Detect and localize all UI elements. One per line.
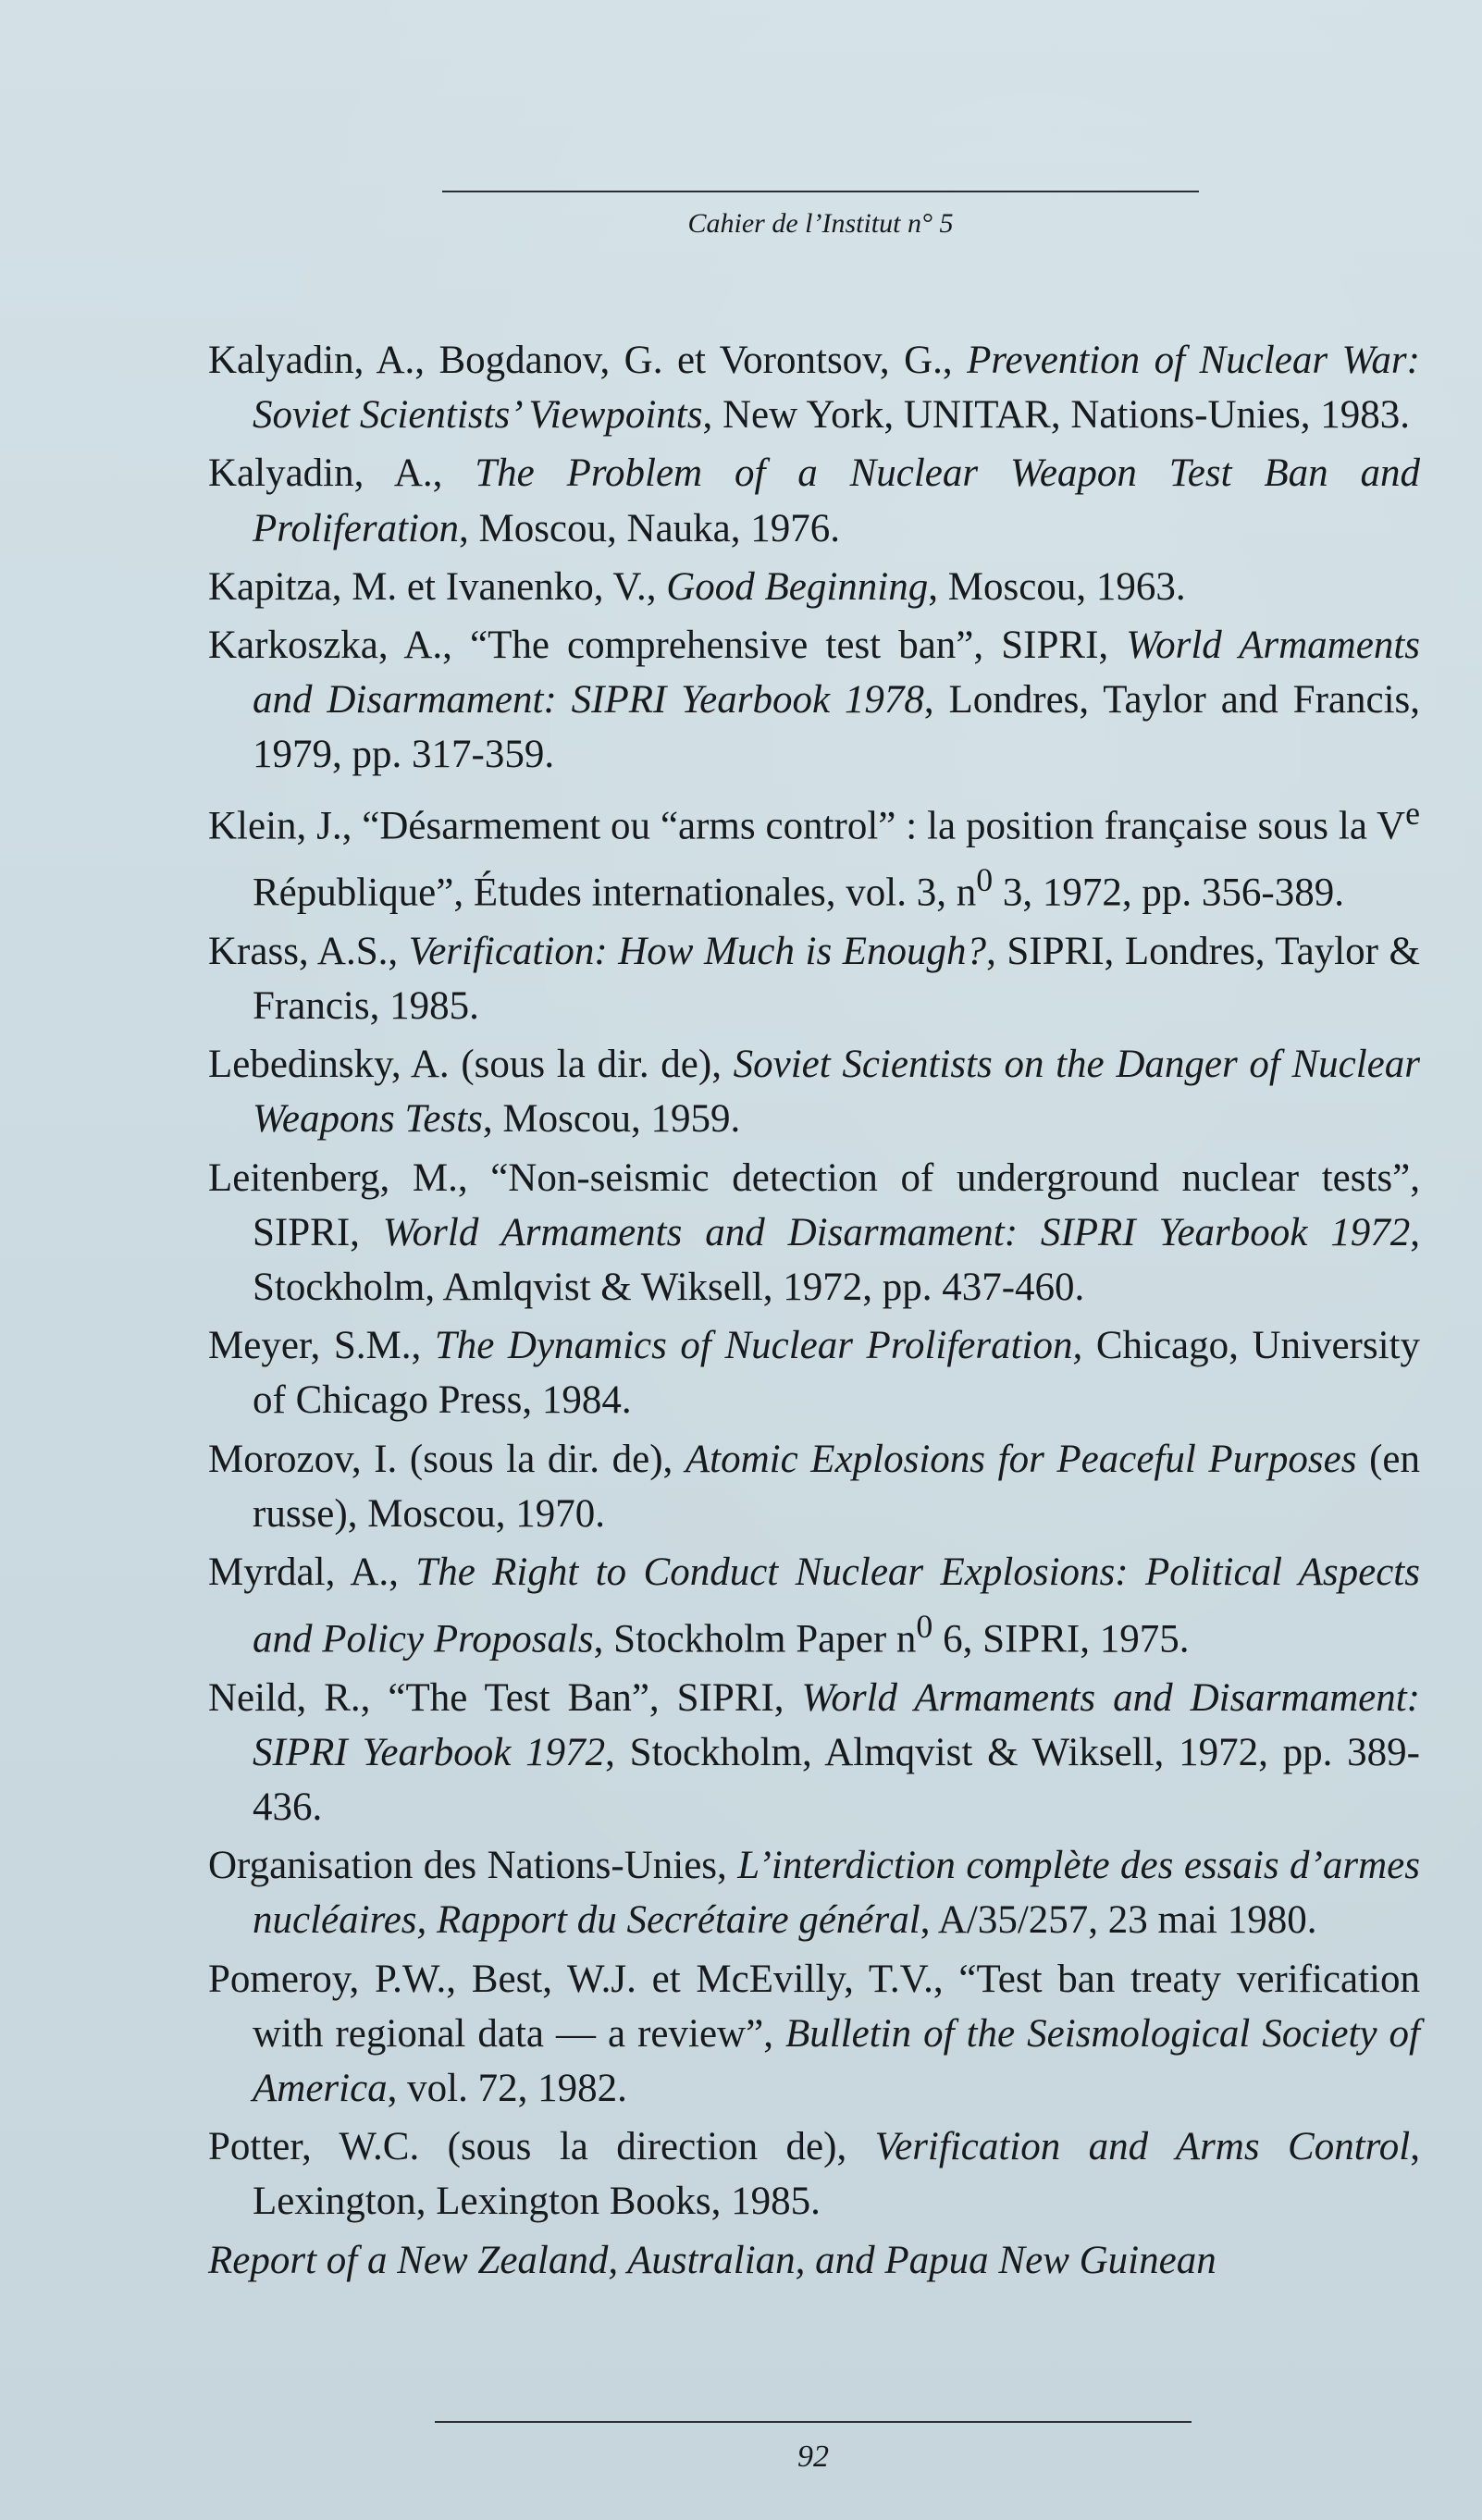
bibliography-entry: Kalyadin, A., The Problem of a Nuclear Weapon Test Ban and Proliferation, Moscou, Nauka, 1976. [208,451,1420,550]
header-rule [442,191,1199,192]
bibliography-entry: Organisation des Nations-Unies, L’interdiction complète des essais d’armes nucléaires, Rapport du Secrétaire général, A/35/257, 23 mai 1980. [208,1844,1420,1943]
running-header: Cahier de l’Institut n° 5 [687,208,954,239]
bibliography-entry: Morozov, I. (sous la dir. de), Atomic Explosions for Peaceful Purposes (en russe), Moscou, 1970. [208,1437,1420,1536]
footer-rule [435,2421,1192,2423]
bibliography-list [208,333,1420,2291]
bibliography-entry-continued: Report of a New Zealand, Australian, and Papua New Guinean [208,2238,1216,2282]
bibliography-entry: Pomeroy, P.W., Best, W.J. et McEvilly, T.V., “Test ban treaty verification with regional data — a review”, Bulletin of the Seismological Society of America, vol. 72, 1982. [208,1957,1420,2111]
bibliography-entry: Meyer, S.M., The Dynamics of Nuclear Proliferation, Chicago, University of Chicago Press, 1984. [208,1324,1420,1423]
page-number: 92 [797,2440,829,2474]
bibliography-entry: Leitenberg, M., “Non-seismic detection of underground nuclear tests”, SIPRI, World Armaments and Disarmament: SIPRI Yearbook 1972, Stockholm, Amlqvist & Wiksell, 1972, pp. 437-460. [208,1155,1420,1309]
bibliography-entry: Potter, W.C. (sous la direction de), Verification and Arms Control, Lexington, Lexington Books, 1985. [208,2125,1420,2224]
bibliography-entry: Neild, R., “The Test Ban”, SIPRI, World Armaments and Disarmament: SIPRI Yearbook 1972, Stockholm, Almqvist & Wiksell, 1972, pp. 389-436. [208,1675,1420,1830]
bibliography-entry: Kalyadin, A., Bogdanov, G. et Vorontsov, G., Prevention of Nuclear War: Soviet Scientists’ Viewpoints, New York, UNITAR, Nations-Unies, 1983. [208,339,1420,438]
bibliography-entry: Kapitza, M. et Ivanenko, V., Good Beginning, Moscou, 1963. [208,564,1186,609]
bibliography-entry: Klein, J., “Désarmement ou “arms control” : la position française sous la Ve République”, Études internationales, vol. 3, $n^0$ 3, 1972, pp. 356-389. [208,794,1420,915]
bibliography-entry: Krass, A.S., Verification: How Much is Enough?, SIPRI, Londres, Taylor & Francis, 1985. [208,929,1420,1028]
bibliography-entry: Myrdal, A., The Right to Conduct Nuclear Explosions: Political Aspects and Policy Proposals, Stockholm Paper $n^0$ 6, SIPRI, 1975. [208,1550,1420,1661]
bibliography-entry: Lebedinsky, A. (sous la dir. de), Soviet Scientists on the Danger of Nuclear Weapons Tests, Moscou, 1959. [208,1043,1420,1142]
bibliography-entry: Karkoszka, A., “The comprehensive test ban”, SIPRI, World Armaments and Disarmament: SIPRI Yearbook 1978, Londres, Taylor and Francis, 1979, pp. 317-359. [208,624,1420,777]
